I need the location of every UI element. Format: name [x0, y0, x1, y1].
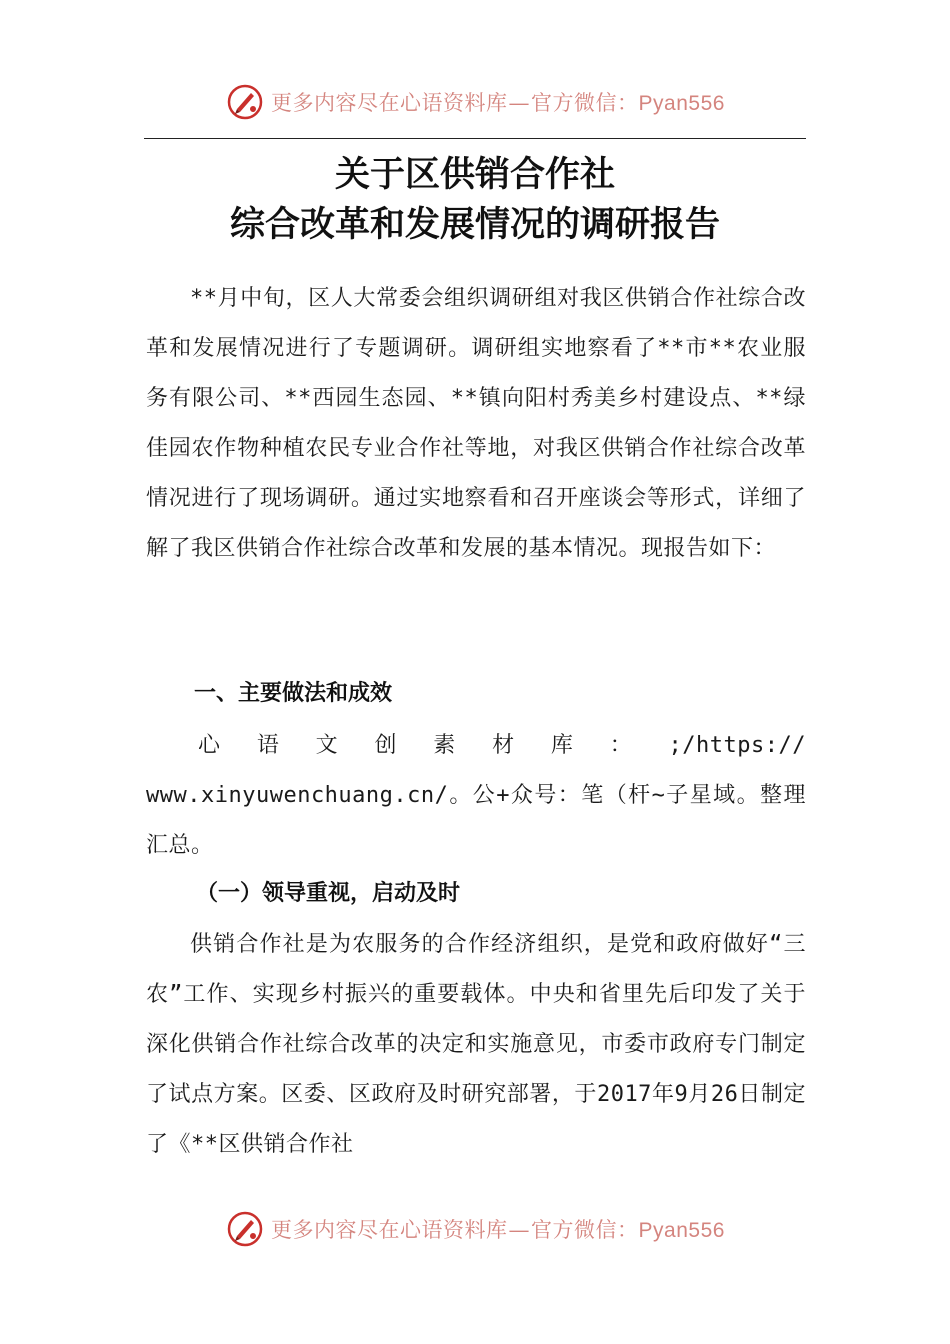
document-title-line-2: 综合改革和发展情况的调研报告	[229, 204, 720, 245]
source-note-rest: www.xinyuwenchuang.cn/。公+众号：笔（杆~子星域。整理汇总。	[146, 783, 806, 858]
watermark-text: 更多内容尽在心语资料库—官方微信：Pyan556	[271, 1218, 725, 1242]
subsection-heading-1: （一）领导重视，启动及时	[196, 880, 461, 906]
watermark-banner-top	[0, 80, 950, 124]
watermark-banner-bottom	[0, 1207, 950, 1251]
watermark-logo-icon	[225, 1209, 265, 1249]
watermark-logo-icon	[225, 82, 265, 122]
source-note-spaced-line: 心 语 文 创 素 材 库 ： ;/https://	[198, 733, 806, 758]
watermark-text: 更多内容尽在心语资料库—官方微信：Pyan556	[271, 91, 725, 115]
source-note-paragraph	[146, 721, 806, 871]
section-heading-1: 一、主要做法和成效	[194, 681, 393, 706]
header-divider	[144, 138, 806, 139]
intro-paragraph: **月中旬，区人大常委会组织调研组对我区供销合作社综合改革和发展情况进行了专题调研。调研组实地察看了**市**农业服务有限公司、**西园生态园、**镇向阳村秀美乡村建设点、**绿佳园农作物种植农民专业合作社等地，对我区供销合作社综合改革情况进行了现场调研。通过实地察看和召开座谈会等形式，详细了解了我区供销合作社综合改革和发展的基本情况。现报告如下：	[146, 286, 806, 561]
document-title-line-1: 关于区供销合作社	[334, 154, 615, 195]
subsection-1-body: 供销合作社是为农服务的合作经济组织，是党和政府做好“三农”工作、实现乡村振兴的重要载体。中央和省里先后印发了关于深化供销合作社综合改革的决定和实施意见，市委市政府专门制定了试点方案。区委、区政府及时研究部署，于2017年9月26日制定了《**区供销合作社	[146, 932, 806, 1157]
